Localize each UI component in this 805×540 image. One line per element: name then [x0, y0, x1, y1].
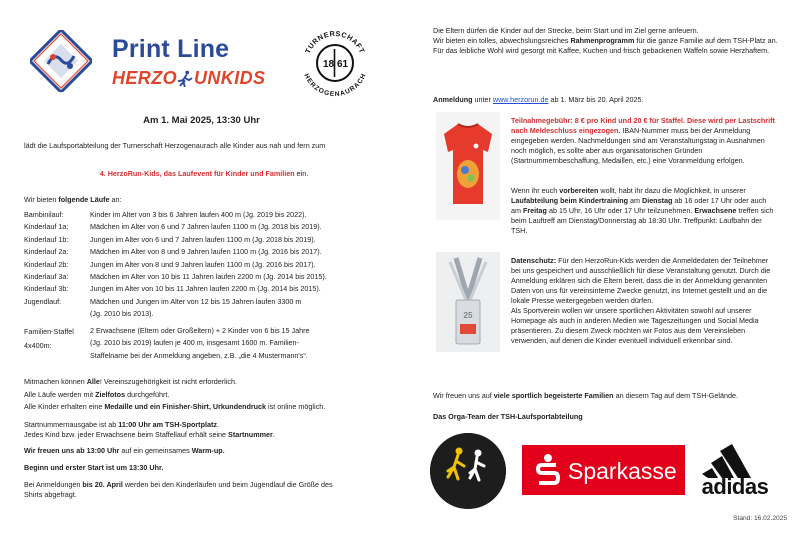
orga-team: Das Orga-Team der TSH-Laufsportabteilung: [433, 412, 583, 421]
warmup-text: Wir freuen uns ab 13:00 Uhr auf ein gemeinsames Warm-up.: [24, 446, 225, 455]
run-row: Kinderlauf 1b: Jungen im Alter von 6 und 7 Jahren laufen 1100 m (Jg. 2018 bis 2019).: [24, 234, 316, 244]
finisher-shirt-image: [436, 112, 500, 220]
printline-diamond-icon: [30, 30, 92, 92]
medal-text: Alle Kinder erhalten eine Medaille und ein Finisher-Shirt, Urkundendruck ist online möglich.: [24, 402, 326, 411]
start-time-text: Beginn und erster Start ist um 13:30 Uhr.: [24, 463, 164, 472]
registration-link[interactable]: www.herzorun.de: [492, 95, 549, 104]
zielfoto-text: Alle Läufe werden mit Zielfotos durchgeführt.: [24, 390, 170, 399]
right-intro: Die Eltern dürfen die Kinder auf der Strecke, beim Start und im Ziel gerne anfeuern. Wir bieten ein tolles, abwechslungsreiches Rahmenprogramm für die ganze Familie auf dem TSH-Platz an. Für das leibliche Wohl wird gesorgt mit Kaffee, Kuchen und frisch gebackenen Waffeln sowie Herzhaftem.: [433, 26, 778, 55]
sparkasse-s-icon: [534, 453, 562, 487]
run-row: Kinderlauf 1a: Mädchen im Alter von 6 und 7 Jahren laufen 1100 m (Jg. 2018 bis 2019).: [24, 222, 322, 232]
svg-text:2025: 2025: [459, 483, 477, 492]
svg-text:18: 18: [323, 59, 335, 70]
privacy-text: Datenschutz: Für den HerzoRun-Kids werden die Anmeldedaten der Teilnehmer bei uns gespeichert und ausschließlich für diese Veranstaltung genutzt. Durch die Anmeldung erklären sich die Eltern bereit, dass die in der Anmeldung genannten Daten von uns für vereinsinterne Zwecke genutzt, ins Internet gestellt und an die lokale Presse weitergegeben werden dürfen. Als Sportverein wollen wir unsere sportlichen Aktivitäten sowohl auf unserer Homepage als auch in anderen Medien wie Tageszeitungen und Social Media präsentieren. Zu diesem Zweck möchten wir Fotos aus dem Vereinsleben verwenden, auf denen die Kinder eventuell individuell erkennbar sind.: [511, 256, 771, 345]
event-title: 4. HerzoRun-Kids, das Laufevent für Kinder und Familien ein.: [99, 169, 309, 178]
sponsor-run-logo: [430, 433, 506, 509]
runs-table: [24, 210, 389, 362]
fee-text: Teilnahmegebühr: 8 € pro Kind und 20 € für Staffel. Diese wird per Lastschrift nach Meldeschluss eingezogen. IBAN-Nummer muss bei der Anmeldung eingegeben werden. Nachmeldungen sind am Veranstaltungstag in Ausnahmen noch möglich, es sollte aber aus organisatorischen Gründen (Startnummernbeschaffung, Medaillen, etc.) eine Voranmeldung erfolgen.: [511, 116, 775, 165]
shirt-size-text: Bei Anmeldungen bis 20. April werden bei den Kinderläufen und beim Jugendlauf die Größe des Shirts abgefragt.: [24, 480, 333, 499]
run-row: Kinderlauf 2a: Mädchen im Alter von 8 und 9 Jahren laufen 1100 m (Jg. 2016 bis 2017).: [24, 247, 322, 257]
registration-text: Anmeldung unter www.herzorun.de ab 1. März bis 20. April 2025.: [433, 95, 644, 104]
adidas-logo: adidas: [694, 438, 776, 502]
turnerschaft-seal-logo: [298, 26, 372, 100]
stand-date: Stand: 16.02.2025: [733, 515, 787, 522]
relay-row: Familien-Staffel 4x400m: 2 Erwachsene (Eltern oder Großeltern) + 2 Kinder von 6 bis 15 Jahre (Jg. 2010 bis 2019) laufen je 400 m, insgesamt 1600 m. Familien- Staffelname bei der Anmeldung angeben, z.B. „die 4 Mustermann's“.: [24, 325, 310, 360]
svg-text:HERZOGENAURACH: HERZOGENAURACH: [302, 72, 368, 99]
runner-icon: [177, 70, 194, 87]
all-welcome: Mitmachen können Alle! Vereinszugehörigkeit ist nicht erforderlich.: [24, 377, 237, 386]
run-row: Kinderlauf 2b: Jungen im Alter von 8 und 9 Jahren laufen 1100 m (Jg. 2016 bis 2017).: [24, 259, 316, 269]
run-row: Bambinilauf: Kinder im Alter von 3 bis 6 Jahren laufen 400 m (Jg. 2019 bis 2022).: [24, 210, 307, 219]
medal-image: [436, 252, 500, 352]
startnumber-text: Startnummernausgabe ist ab 11:00 Uhr am TSH-Sportplatz. Jedes Kind bzw. jeder Erwachsene beim Staffellauf erhält seine Startnummer.: [24, 420, 275, 439]
herzo-left: HERZO: [112, 68, 177, 88]
run-row: Jugendlauf: Mädchen und Jungen im Alter von 12 bis 15 Jahren laufen 3300 m: [24, 296, 302, 306]
event-date: Am 1. Mai 2025, 13:30 Uhr: [143, 115, 260, 126]
intro-text: lädt die Laufsportabteilung der Turnerschaft Herzogenaurach alle Kinder aus nah und fern zum: [24, 141, 326, 150]
run-row: Kinderlauf 3a: Mädchen im Alter von 10 bis 11 Jahren laufen 2200 m (Jg. 2014 bis 2015).: [24, 271, 327, 281]
brand-title: Print Line: [112, 35, 230, 63]
herzo-right: UNKIDS: [194, 68, 266, 88]
run-row: Kinderlauf 3b: Jungen im Alter von 10 bis 11 Jahren laufen 2200 m (Jg. 2014 bis 2015).: [24, 284, 321, 294]
families-text: Wir freuen uns auf viele sportlich begeisterte Familien an diesem Tag auf dem TSH-Gelände.: [433, 391, 738, 400]
herzorunkids-wordmark: [112, 66, 265, 91]
runs-intro: Wir bieten folgende Läufe an:: [24, 195, 122, 204]
sparkasse-logo: Sparkasse: [522, 445, 685, 495]
printline-logo: [24, 24, 280, 100]
svg-text:TURNERSCHAFT: TURNERSCHAFT: [303, 28, 367, 55]
svg-text:61: 61: [337, 59, 349, 70]
run-row: (Jg. 2010 bis 2013).: [90, 309, 154, 319]
training-text: Wenn ihr euch vorbereiten wollt, habt ihr dazu die Möglichkeit, in unserer Laufabteilung beim Kindertraining am Dienstag ab 16 oder 17 Uhr oder auch am Freitag ab 15 Uhr, 16 Uhr oder 17 Uhr teilzunehmen. Erwachsene treffen sich beim Lauftreff am Dienstag/Donnerstag ab 18:30 Uhr. Treffpunkt: Laufbahn der TSH.: [511, 186, 774, 235]
svg-text:25: 25: [463, 311, 473, 320]
